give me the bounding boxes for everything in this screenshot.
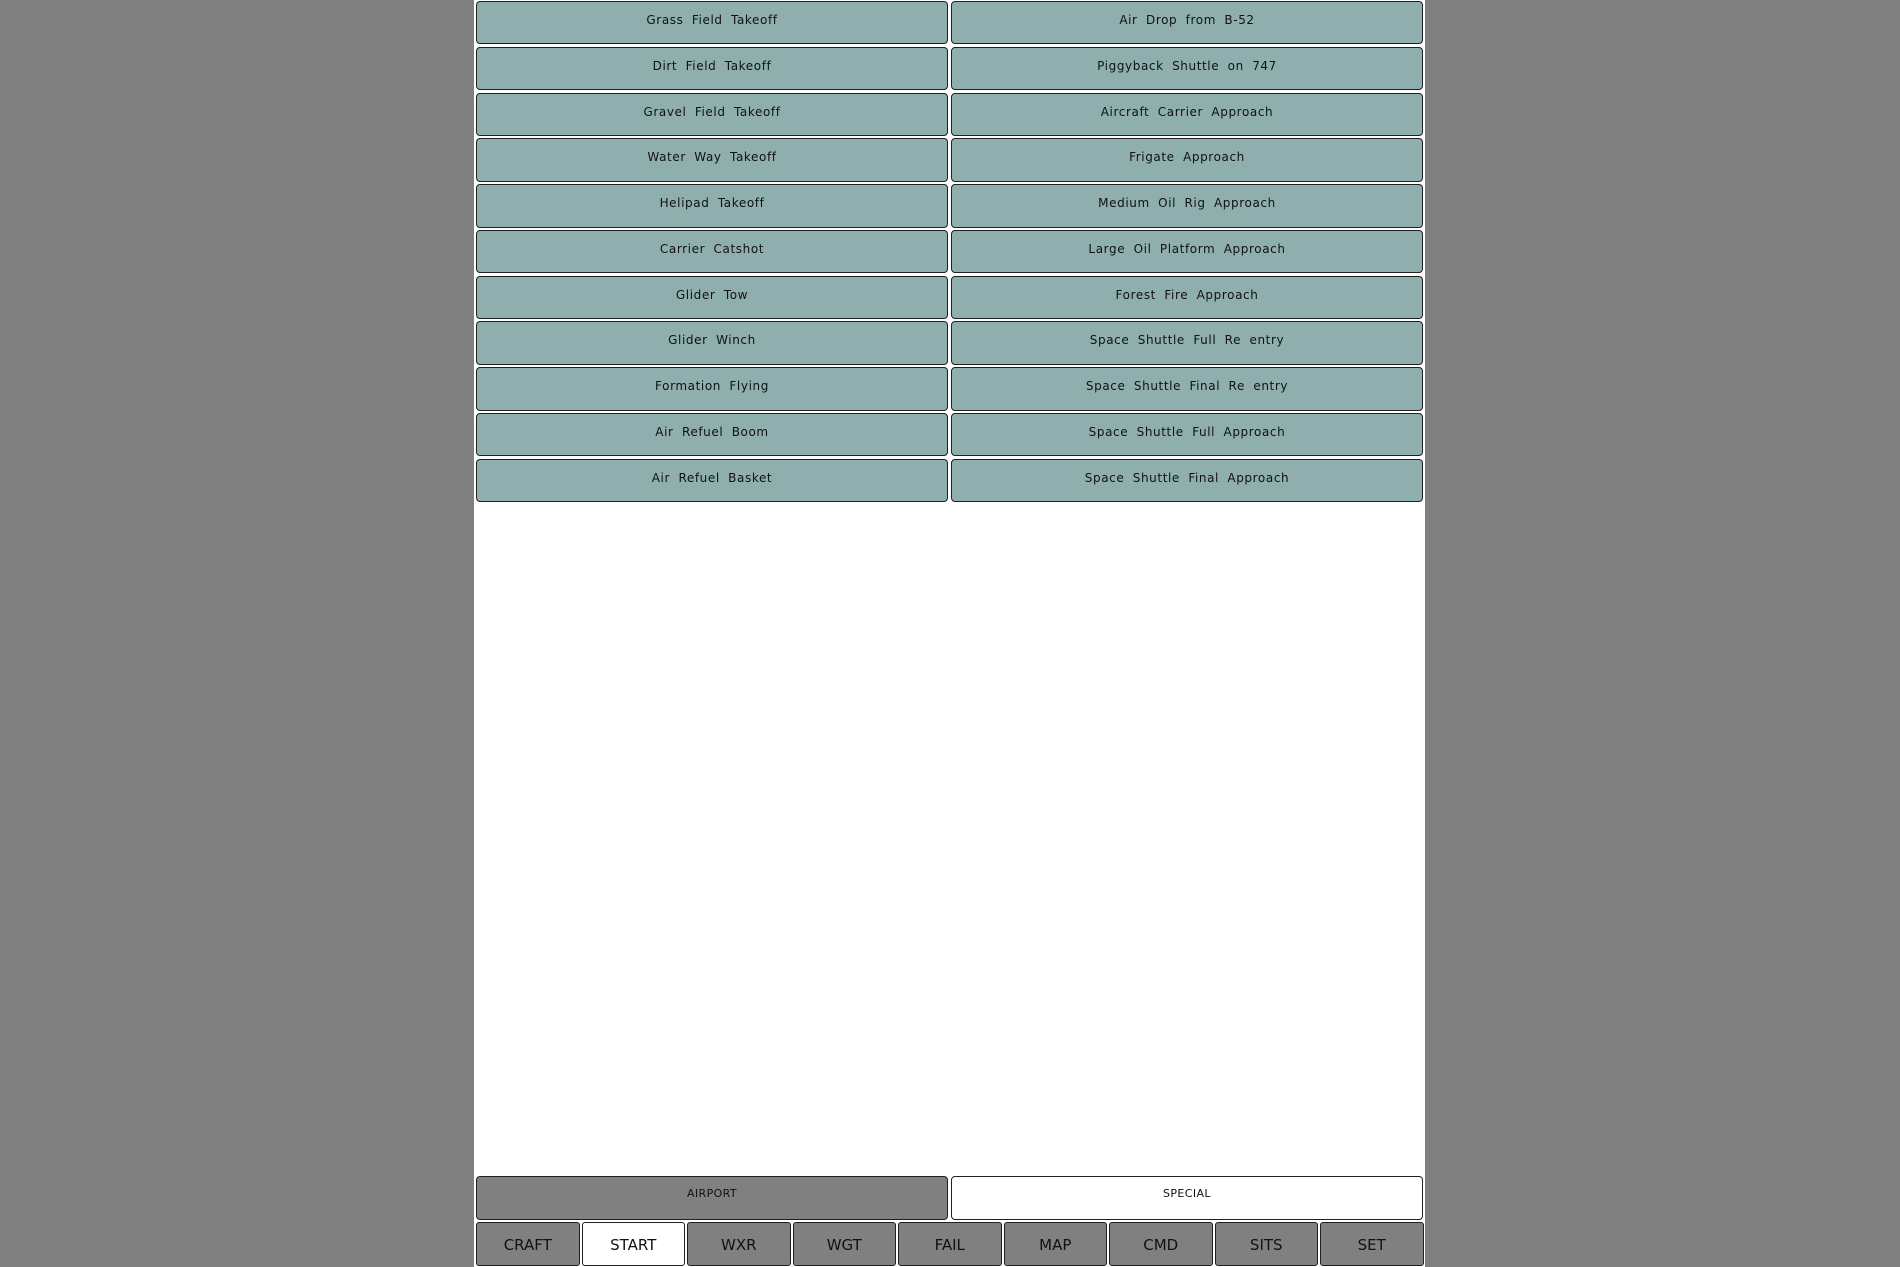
tab-craft[interactable]: CRAFT bbox=[476, 1222, 580, 1266]
situation-button[interactable]: Large Oil Platform Approach bbox=[951, 230, 1423, 273]
special-mode-button[interactable]: SPECIAL bbox=[951, 1176, 1423, 1220]
situation-button[interactable]: Piggyback Shuttle on 747 bbox=[951, 47, 1423, 90]
situation-button[interactable]: Dirt Field Takeoff bbox=[476, 47, 948, 90]
situation-row bbox=[476, 459, 1425, 502]
mode-switch bbox=[476, 1176, 1423, 1220]
tab-map[interactable]: MAP bbox=[1004, 1222, 1108, 1266]
situation-button[interactable]: Space Shuttle Full Approach bbox=[951, 413, 1423, 456]
situation-button[interactable]: Space Shuttle Final Re entry bbox=[951, 367, 1423, 410]
situation-button[interactable]: Space Shuttle Final Approach bbox=[951, 459, 1423, 502]
tab-fail[interactable]: FAIL bbox=[898, 1222, 1002, 1266]
tab-cmd[interactable]: CMD bbox=[1109, 1222, 1213, 1266]
situation-row bbox=[476, 230, 1425, 273]
situation-button[interactable]: Air Drop from B-52 bbox=[951, 1, 1423, 44]
tab-start[interactable]: START bbox=[582, 1222, 686, 1266]
situation-button[interactable]: Space Shuttle Full Re entry bbox=[951, 321, 1423, 364]
situation-button[interactable]: Glider Tow bbox=[476, 276, 948, 319]
situation-button[interactable]: Helipad Takeoff bbox=[476, 184, 948, 227]
situation-row bbox=[476, 138, 1425, 181]
tab-wgt[interactable]: WGT bbox=[793, 1222, 897, 1266]
situation-row bbox=[476, 47, 1425, 90]
situation-row bbox=[476, 184, 1425, 227]
airport-mode-button[interactable]: AIRPORT bbox=[476, 1176, 948, 1220]
situation-grid bbox=[476, 1, 1425, 505]
tab-set[interactable]: SET bbox=[1320, 1222, 1424, 1266]
situation-row bbox=[476, 276, 1425, 319]
situation-button[interactable]: Glider Winch bbox=[476, 321, 948, 364]
situation-button[interactable]: Formation Flying bbox=[476, 367, 948, 410]
tab-sits[interactable]: SITS bbox=[1215, 1222, 1319, 1266]
situation-button[interactable]: Gravel Field Takeoff bbox=[476, 93, 948, 136]
situation-button[interactable]: Air Refuel Basket bbox=[476, 459, 948, 502]
situation-button[interactable]: Water Way Takeoff bbox=[476, 138, 948, 181]
situation-button[interactable]: Forest Fire Approach bbox=[951, 276, 1423, 319]
situation-row bbox=[476, 413, 1425, 456]
bottom-tab-bar bbox=[476, 1222, 1425, 1266]
situation-row bbox=[476, 321, 1425, 364]
situation-button[interactable]: Carrier Catshot bbox=[476, 230, 948, 273]
start-panel bbox=[474, 0, 1425, 1267]
situation-row bbox=[476, 367, 1425, 410]
situation-button[interactable]: Aircraft Carrier Approach bbox=[951, 93, 1423, 136]
situation-button[interactable]: Grass Field Takeoff bbox=[476, 1, 948, 44]
situation-button[interactable]: Air Refuel Boom bbox=[476, 413, 948, 456]
situation-row bbox=[476, 93, 1425, 136]
situation-row bbox=[476, 1, 1425, 44]
situation-button[interactable]: Medium Oil Rig Approach bbox=[951, 184, 1423, 227]
tab-wxr[interactable]: WXR bbox=[687, 1222, 791, 1266]
situation-button[interactable]: Frigate Approach bbox=[951, 138, 1423, 181]
